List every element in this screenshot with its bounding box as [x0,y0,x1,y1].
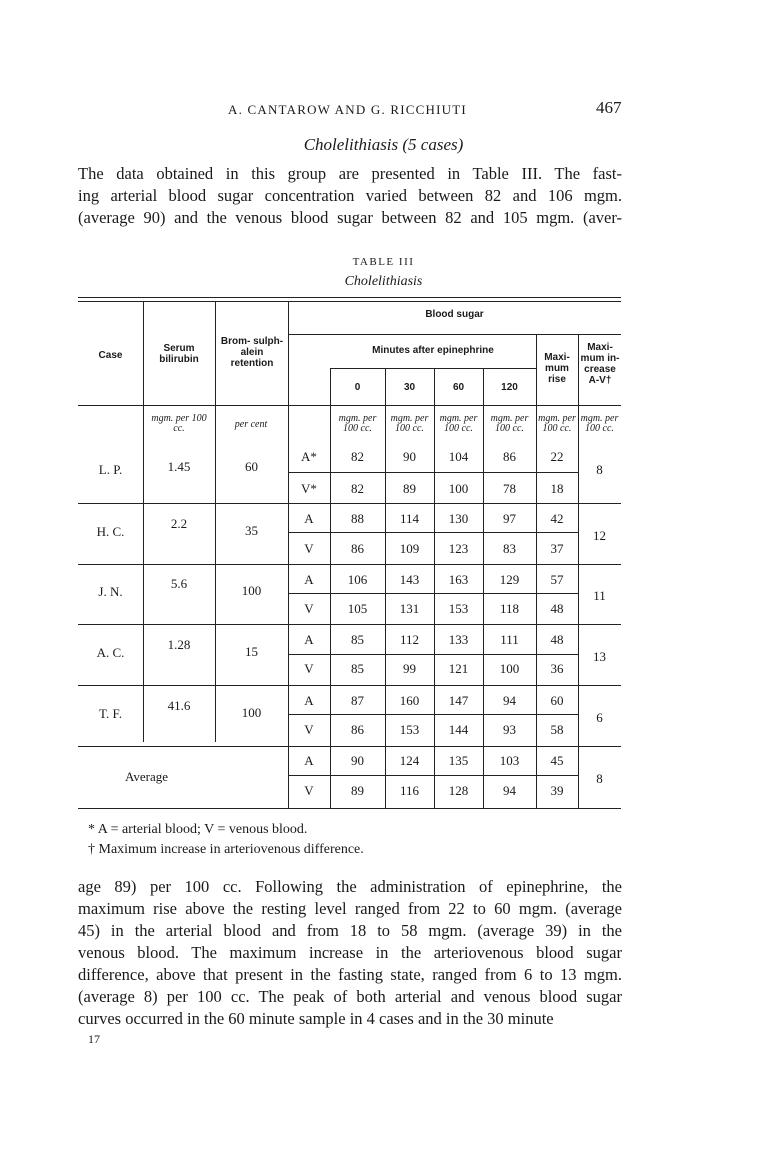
venous-cell: 109 [399,541,420,556]
header-minutes: Minutes after epinephrine [372,345,494,356]
arterial-cell: 147 [448,693,469,708]
venous-cell: 39 [550,783,564,798]
unit-label: mgm. per 100 cc. [390,413,429,434]
header-min-120: 120 [501,382,518,393]
unit-label: mgm. per 100 cc. [490,413,529,434]
brom-value: 35 [245,523,258,538]
arterial-cell: 114 [399,511,420,526]
max-increase-value: 8 [596,462,603,477]
arterial-cell: 135 [448,753,469,768]
rule [78,503,621,504]
venous-cell: V* [301,481,317,496]
venous-cell: 83 [503,541,516,556]
rule [78,564,621,565]
text-line: ing arterial blood sugar concentration varied between 82 and 106 mgm. [78,186,622,205]
text-line: The data obtained in this group are presented in Table III. The fast- [78,164,622,183]
venous-cell: 94 [503,783,516,798]
arterial-cell: 90 [351,753,364,768]
arterial-cell: 104 [448,449,469,464]
arterial-cell: 97 [503,511,516,526]
table-caption: Cholelithiasis [344,274,423,289]
arterial-cell: A [304,511,314,526]
venous-cell: 153 [399,722,420,737]
arterial-cell: 48 [550,632,564,647]
venous-cell: V [304,722,314,737]
unit-label: per cent [234,419,268,430]
arterial-cell: A* [301,449,317,464]
paragraph-results [78,876,622,1030]
header-max-increase: Maxi- mum in- crease A-V† [580,342,620,386]
arterial-cell: 87 [351,693,364,708]
brom-value: 100 [241,705,262,720]
footnote-abbrev: * A = arterial blood; V = venous blood. [88,822,308,837]
text-line: curves occurred in the 60 minute sample in 4 cases and in the 30 minute [78,1009,554,1028]
header-min-30: 30 [403,382,416,393]
arterial-cell: A [304,632,314,647]
brom-value: 100 [241,583,262,598]
unit-label: mgm. per 100 cc. [151,413,207,434]
row-label-case: A. C. [96,645,125,660]
unit-label: mgm. per 100 cc. [538,413,576,434]
signature-mark: 17 [88,1032,100,1046]
venous-cell: 18 [550,481,564,496]
arterial-cell: 130 [448,511,469,526]
venous-cell: 123 [448,541,469,556]
venous-cell: 36 [550,661,564,676]
row-label-case: H. C. [96,524,125,539]
max-increase-value: 6 [596,710,603,725]
text-line: age 89) per 100 cc. Following the administration of epinephrine, the [78,877,622,896]
venous-cell: 89 [403,481,416,496]
arterial-cell: 57 [550,572,564,587]
rule [288,775,578,776]
venous-cell: 144 [448,722,469,737]
arterial-cell: 103 [499,753,520,768]
text-line: 45) in the arterial blood and from 18 to 58 mgm. (average 39) in the [78,921,622,940]
rule [330,368,331,808]
venous-cell: 48 [550,601,564,616]
venous-cell: 100 [499,661,520,676]
max-increase-value: 12 [593,528,606,543]
rule [578,334,579,808]
text-line: maximum rise above the resting level ranged from 22 to 60 mgm. (average [78,899,622,918]
rule [78,405,621,406]
arterial-cell: 82 [351,449,364,464]
serum-value: 2.2 [170,516,188,531]
unit-label: mgm. per 100 cc. [338,413,377,434]
running-head: A. CANTAROW AND G. RICCHIUTI [228,102,467,117]
rule [215,301,216,742]
arterial-cell: 60 [550,693,564,708]
brom-value: 15 [245,644,258,659]
header-case: Case [98,350,123,361]
venous-cell: 89 [351,783,364,798]
header-bromsulphalein: Brom- sulph- alein retention [220,336,284,369]
arterial-cell: 112 [399,632,420,647]
venous-cell: V [304,661,314,676]
venous-cell: 86 [351,541,364,556]
row-label-case: T. F. [99,706,122,721]
header-serum-bilirubin: Serum bilirubin [159,343,199,365]
max-increase-value: 13 [593,649,606,664]
header-blood-sugar: Blood sugar [425,309,484,320]
arterial-cell: 133 [448,632,469,647]
venous-cell: 78 [503,481,516,496]
venous-cell: 118 [499,601,520,616]
rule [288,714,578,715]
venous-cell: 93 [503,722,516,737]
arterial-cell: 129 [499,572,520,587]
arterial-cell: A [304,572,314,587]
rule [288,532,578,533]
rule [288,472,578,473]
venous-cell: 121 [448,661,469,676]
rule [288,334,621,335]
serum-value: 41.6 [167,698,191,713]
arterial-cell: 88 [351,511,364,526]
rule [78,297,621,298]
venous-cell: V [304,541,314,556]
row-label-average: Average [124,769,169,784]
rule [288,654,578,655]
max-increase-value: 11 [593,588,606,603]
venous-cell: 153 [448,601,469,616]
rule [78,624,621,625]
rule [78,746,621,747]
rule [78,808,621,809]
venous-cell: 131 [399,601,420,616]
text-line: venous blood. The maximum increase in the arteriovenous blood sugar [78,943,622,962]
rule [78,685,621,686]
text-line: (average 8) per 100 cc. The peak of both arterial and venous blood sugar [78,987,622,1006]
row-label-case: L. P. [98,462,123,477]
table-label: TABLE III [352,256,415,268]
serum-value: 5.6 [170,576,188,591]
arterial-cell: 111 [500,632,519,647]
unit-label: mgm. per 100 cc. [439,413,478,434]
venous-cell: 82 [351,481,364,496]
venous-cell: 99 [403,661,416,676]
rule [385,368,386,808]
venous-cell: V [304,783,314,798]
unit-label: mgm. per 100 cc. [580,413,619,434]
rule [330,368,536,369]
arterial-cell: 22 [550,449,564,464]
venous-cell: 128 [448,783,469,798]
venous-cell: 37 [550,541,564,556]
venous-cell: 86 [351,722,364,737]
section-title: Cholelithiasis (5 cases) [303,135,464,154]
venous-cell: 85 [351,661,364,676]
venous-cell: 105 [347,601,368,616]
arterial-cell: 45 [550,753,564,768]
arterial-cell: 85 [351,632,364,647]
arterial-cell: A [304,753,314,768]
serum-value: 1.45 [167,459,191,474]
row-label-case: J. N. [98,584,123,599]
arterial-cell: 42 [550,511,564,526]
arterial-cell: A [304,693,314,708]
rule [78,301,621,302]
rule [434,368,435,808]
footnote-dagger: † Maximum increase in arteriovenous difference. [88,842,364,857]
arterial-cell: 160 [399,693,420,708]
rule [483,368,484,808]
max-increase-value: 8 [596,771,603,786]
header-min-60: 60 [452,382,465,393]
arterial-cell: 94 [503,693,516,708]
arterial-cell: 124 [399,753,420,768]
arterial-cell: 143 [399,572,420,587]
header-min-0: 0 [354,382,361,393]
venous-cell: 116 [399,783,420,798]
page-number: 467 [596,98,622,117]
text-line: difference, above that present in the fasting state, ranged from 6 to 13 mgm. [78,965,622,984]
serum-value: 1.28 [167,637,191,652]
header-max-rise: Maxi- mum rise [544,352,570,385]
venous-cell: 58 [550,722,564,737]
venous-cell: 100 [448,481,469,496]
brom-value: 60 [245,459,258,474]
arterial-cell: 90 [403,449,416,464]
text-line: (average 90) and the venous blood sugar between 82 and 105 mgm. (aver- [78,208,622,227]
venous-cell: V [304,601,314,616]
arterial-cell: 163 [448,572,469,587]
arterial-cell: 106 [347,572,368,587]
arterial-cell: 86 [503,449,516,464]
rule [288,593,578,594]
